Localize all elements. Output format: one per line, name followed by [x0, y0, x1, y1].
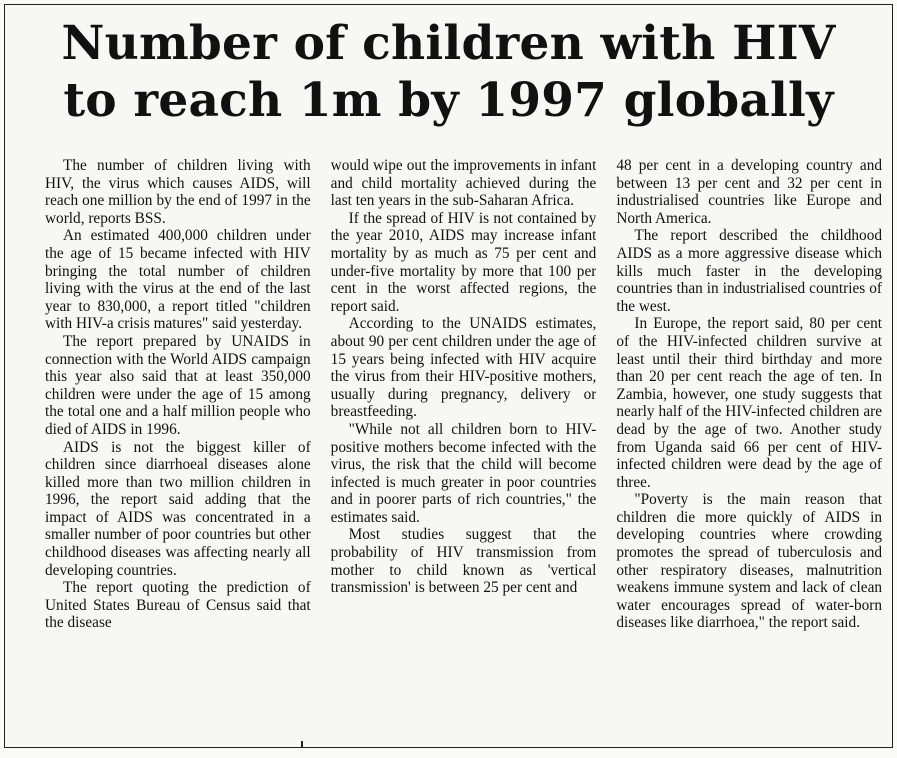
article-column-3: [616, 157, 882, 745]
article-column-2: [331, 157, 597, 745]
page-edge-mark: [301, 741, 303, 747]
paragraph: The report quoting the prediction of United States Bureau of Census said that the disease: [45, 579, 311, 632]
paragraph: would wipe out the improvements in infant and child mortality achieved during the last ten years in the sub-Saharan Africa.: [330, 157, 597, 210]
paragraph: The report described the childhood AIDS as a more aggressive disease which kills much faster in the developing countries than in industrialised countries of the west.: [616, 227, 883, 315]
headline-line-1: Number of children with HIV: [61, 16, 836, 71]
newspaper-clipping: [4, 4, 893, 748]
paragraph: If the spread of HIV is not contained by the year 2010, AIDS may increase infant mortality by as much as 75 per cent and under-five mortality by more that 100 per cent in the worst affected regions, the report said.: [330, 209, 597, 315]
paragraph: AIDS is not the biggest killer of children since diarrhoeal diseases alone killed more than two million children in 1996, the report said adding that the impact of AIDS was concentrated in a smaller number of poor countries but other childhood diseases was affecting nearly all developing countries.: [45, 438, 311, 579]
paragraph: The number of children living with HIV, the virus which causes AIDS, will reach one million by the end of 1997 in the world, reports BSS.: [45, 157, 311, 227]
paragraph: "Poverty is the main reason that children die more quickly of AIDS in developing countries where crowding promotes the spread of tuberculosis and other respiratory diseases, malnutrition weakens immune system and lack of clean water encourages spread of water-born diseases like diarrhoea," the report said.: [616, 491, 883, 632]
paragraph: According to the UNAIDS estimates, about 90 per cent children under the age of 15 years being infected with HIV acquire the virus from their HIV-positive mothers, usually during pregnancy, delivery or breastfeeding.: [330, 315, 597, 421]
paragraph: Most studies suggest that the probability of HIV transmission from mother to child known as 'vertical transmission' is between 25 per cent and: [330, 526, 597, 597]
paragraph: "While not all children born to HIV-positive mothers become infected with the virus, the risk that the child will become infected is much greater in poor countries and in poorer parts of rich countries," the estimates said.: [330, 420, 597, 526]
article-body: [45, 157, 882, 745]
paragraph: In Europe, the report said, 80 per cent of the HIV-infected children survive at least until their third birthday and more than 20 per cent reach the age of ten. In Zambia, however, one study suggests that nearly half of the HIV-infected children are dead by the age of two. Another study from Uganda said 66 per cent of HIV-infected children were dead by the age of three.: [616, 315, 883, 491]
paragraph: The report prepared by UNAIDS in connection with the World AIDS campaign this year also said that at least 350,000 children were under the age of 15 among the total one and a half million people who died of AIDS in 1996.: [45, 332, 311, 438]
paragraph: An estimated 400,000 children under the age of 15 became infected with HIV bringing the total number of children living with the virus at the end of the last year to 830,000, a report titled "children with HIV-a crisis matures" said yesterday.: [45, 227, 311, 333]
article-column-1: [45, 157, 311, 745]
paragraph: 48 per cent in a developing country and between 13 per cent and 32 per cent in industrialised countries like Europe and North America.: [616, 157, 883, 227]
headline-line-2: to reach 1m by 1997 globally: [63, 73, 834, 128]
headline: [11, 15, 886, 129]
